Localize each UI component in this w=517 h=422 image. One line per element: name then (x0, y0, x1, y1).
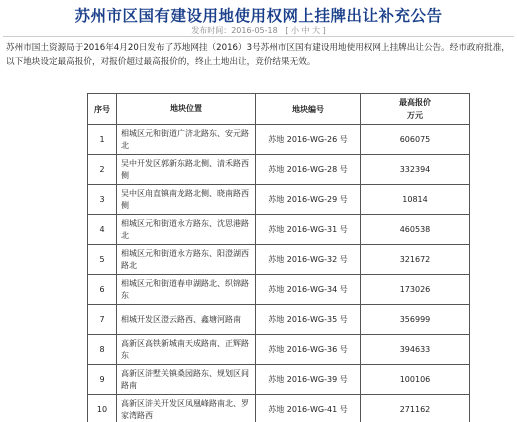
cell-location: 吴中区甪直镇南龙路北侧、晓南路西侧 (117, 185, 256, 215)
cell-code: 苏地 2016-WG-26 号 (256, 125, 361, 155)
cell-price: 332394 (361, 155, 470, 185)
land-plots-table (87, 93, 470, 422)
publish-date: 2016-05-18 (231, 26, 278, 35)
cell-no: 1 (88, 125, 117, 155)
cell-location: 相城区元和街道永方路东、沈思港路北 (117, 215, 256, 245)
page-title: 苏州市区国有建设用地使用权网上挂牌出让补充公告 (74, 7, 443, 25)
header-max-price-label: 最高报价 (399, 98, 431, 107)
cell-no: 4 (88, 215, 117, 245)
font-size-open-bracket: [ (285, 26, 289, 35)
header-no: 序号 (88, 94, 117, 125)
cell-price: 321672 (361, 245, 470, 275)
cell-location: 高新区浒关开发区凤凰峰路南北、罗家湾路西 (117, 395, 256, 422)
publish-meta (0, 25, 517, 36)
cell-code: 苏地 2016-WG-28 号 (256, 155, 361, 185)
cell-no: 9 (88, 365, 117, 395)
cell-no: 2 (88, 155, 117, 185)
table-row (88, 125, 470, 155)
table-row (88, 395, 470, 422)
cell-location: 吴中开发区郭新东路北侧、清禾路西侧 (117, 155, 256, 185)
publish-label: 发布时间： (191, 26, 232, 35)
cell-code: 苏地 2016-WG-29 号 (256, 185, 361, 215)
table-row (88, 185, 470, 215)
cell-code: 苏地 2016-WG-34 号 (256, 275, 361, 305)
cell-price: 460538 (361, 215, 470, 245)
cell-code: 苏地 2016-WG-39 号 (256, 365, 361, 395)
cell-code: 苏地 2016-WG-32 号 (256, 245, 361, 275)
table-row (88, 215, 470, 245)
table-row (88, 275, 470, 305)
font-size-large-link[interactable]: 大 (312, 26, 321, 35)
cell-location: 相城区元和街道春申湖路北、织锦路东 (117, 275, 256, 305)
cell-price: 173026 (361, 275, 470, 305)
cell-price: 606075 (361, 125, 470, 155)
font-size-small-link[interactable]: 小 (291, 26, 300, 35)
cell-location: 相城区元和街道永方路东、阳澄湖西路北 (117, 245, 256, 275)
cell-no: 8 (88, 335, 117, 365)
header-location: 地块位置 (117, 94, 256, 125)
table-row (88, 305, 470, 335)
title-divider (3, 36, 514, 37)
font-size-medium-link[interactable]: 中 (301, 26, 310, 35)
cell-price: 100106 (361, 365, 470, 395)
cell-no: 7 (88, 305, 117, 335)
cell-code: 苏地 2016-WG-36 号 (256, 335, 361, 365)
table-row (88, 245, 470, 275)
table-row (88, 365, 470, 395)
cell-no: 5 (88, 245, 117, 275)
cell-location: 相城开发区澄云路西、鑫塘河路南 (117, 305, 256, 335)
intro-paragraph: 苏州市国土资源局于2016年4月20日发布了苏地网挂（2016）3号苏州市区国有建设用地使用权网上挂牌出让公告。经市政府批准，以下地块设定最高报价，对报价超过最高报价的，终止土地出让，竞价结果无效。 (6, 43, 510, 67)
cell-no: 10 (88, 395, 117, 422)
cell-price: 271162 (361, 395, 470, 422)
table-row (88, 155, 470, 185)
cell-location: 高新区高铁新城南天成路南、正辉路东 (117, 335, 256, 365)
cell-code: 苏地 2016-WG-35 号 (256, 305, 361, 335)
cell-price: 394633 (361, 335, 470, 365)
table-header-row (88, 94, 470, 125)
cell-location: 高新区浒墅关镇桑园路东、规划区间路南 (117, 365, 256, 395)
font-size-close-bracket: ] (322, 26, 326, 35)
header-max-price-unit: 万元 (407, 111, 423, 120)
cell-code: 苏地 2016-WG-31 号 (256, 215, 361, 245)
cell-price: 10814 (361, 185, 470, 215)
table-row (88, 335, 470, 365)
cell-no: 6 (88, 275, 117, 305)
cell-no: 3 (88, 185, 117, 215)
cell-location: 相城区元和街道广济北路东、安元路北 (117, 125, 256, 155)
header-max-price (361, 94, 470, 125)
cell-code: 苏地 2016-WG-41 号 (256, 395, 361, 422)
header-code: 地块编号 (256, 94, 361, 125)
cell-price: 356999 (361, 305, 470, 335)
